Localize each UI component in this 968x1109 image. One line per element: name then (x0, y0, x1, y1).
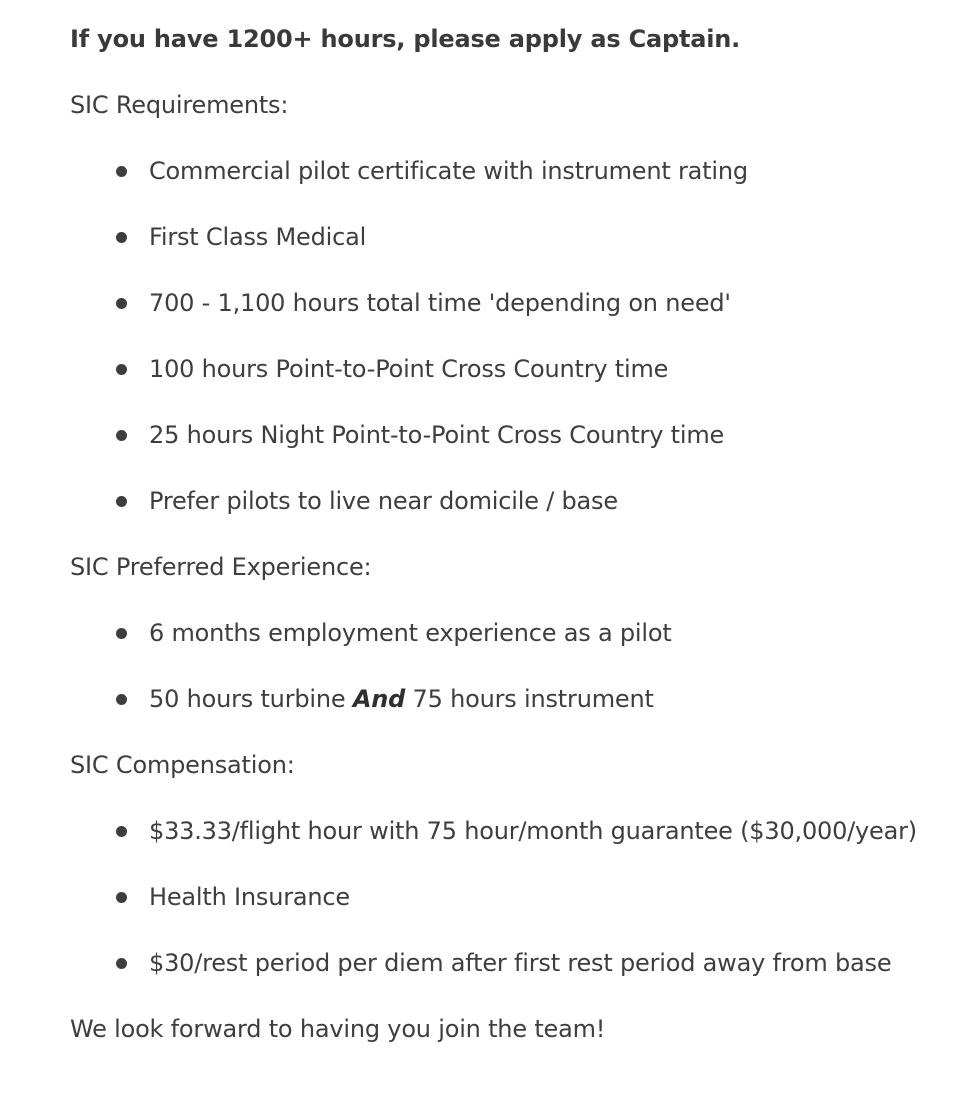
list-item-text: First Class Medical (149, 223, 367, 251)
turbine-hours-text: 50 hours turbine (149, 685, 353, 713)
list-item-text: $30/rest period per diem after first rest period away from base (149, 949, 892, 977)
bullet-icon (116, 826, 127, 837)
requirements-list-item (70, 283, 950, 323)
requirements-list-item (70, 349, 950, 389)
requirements-heading: SIC Requirements: (70, 91, 289, 119)
list-item-text: Prefer pilots to live near domicile / base (149, 487, 618, 515)
list-item-text: 25 hours Night Point-to-Point Cross Country time (149, 421, 725, 449)
captain-note: If you have 1200+ hours, please apply as Captain. (70, 25, 741, 53)
list-item-text: Health Insurance (149, 883, 350, 911)
list-item-text: 100 hours Point-to-Point Cross Country time (149, 355, 669, 383)
preferred-experience-heading: SIC Preferred Experience: (70, 553, 372, 581)
requirements-list-item (70, 481, 950, 521)
bullet-icon (116, 298, 127, 309)
compensation-list-item (70, 811, 950, 851)
bullet-icon (116, 694, 127, 705)
bullet-icon (116, 232, 127, 243)
bullet-icon (116, 628, 127, 639)
bullet-icon (116, 430, 127, 441)
list-item-text: Commercial pilot certificate with instrument rating (149, 157, 748, 185)
instrument-hours-text: 75 hours instrument (405, 685, 654, 713)
requirements-list-item (70, 151, 950, 191)
preferred-list-item (70, 613, 950, 653)
compensation-list-item (70, 877, 950, 917)
bullet-icon (116, 892, 127, 903)
closing-message: We look forward to having you join the team! (70, 1015, 606, 1043)
list-item-text: 700 - 1,100 hours total time 'depending on need' (149, 289, 731, 317)
list-item-text: $33.33/flight hour with 75 hour/month guarantee ($30,000/year) (149, 817, 917, 845)
bullet-icon (116, 166, 127, 177)
list-item-text: 6 months employment experience as a pilot (149, 619, 672, 647)
preferred-list-item (70, 679, 950, 719)
and-emphasis: And (352, 685, 406, 713)
compensation-heading: SIC Compensation: (70, 751, 295, 779)
compensation-list-item (70, 943, 950, 983)
requirements-list-item (70, 415, 950, 455)
bullet-icon (116, 364, 127, 375)
bullet-icon (116, 496, 127, 507)
list-item-text (149, 679, 654, 719)
bullet-icon (116, 958, 127, 969)
requirements-list-item (70, 217, 950, 257)
